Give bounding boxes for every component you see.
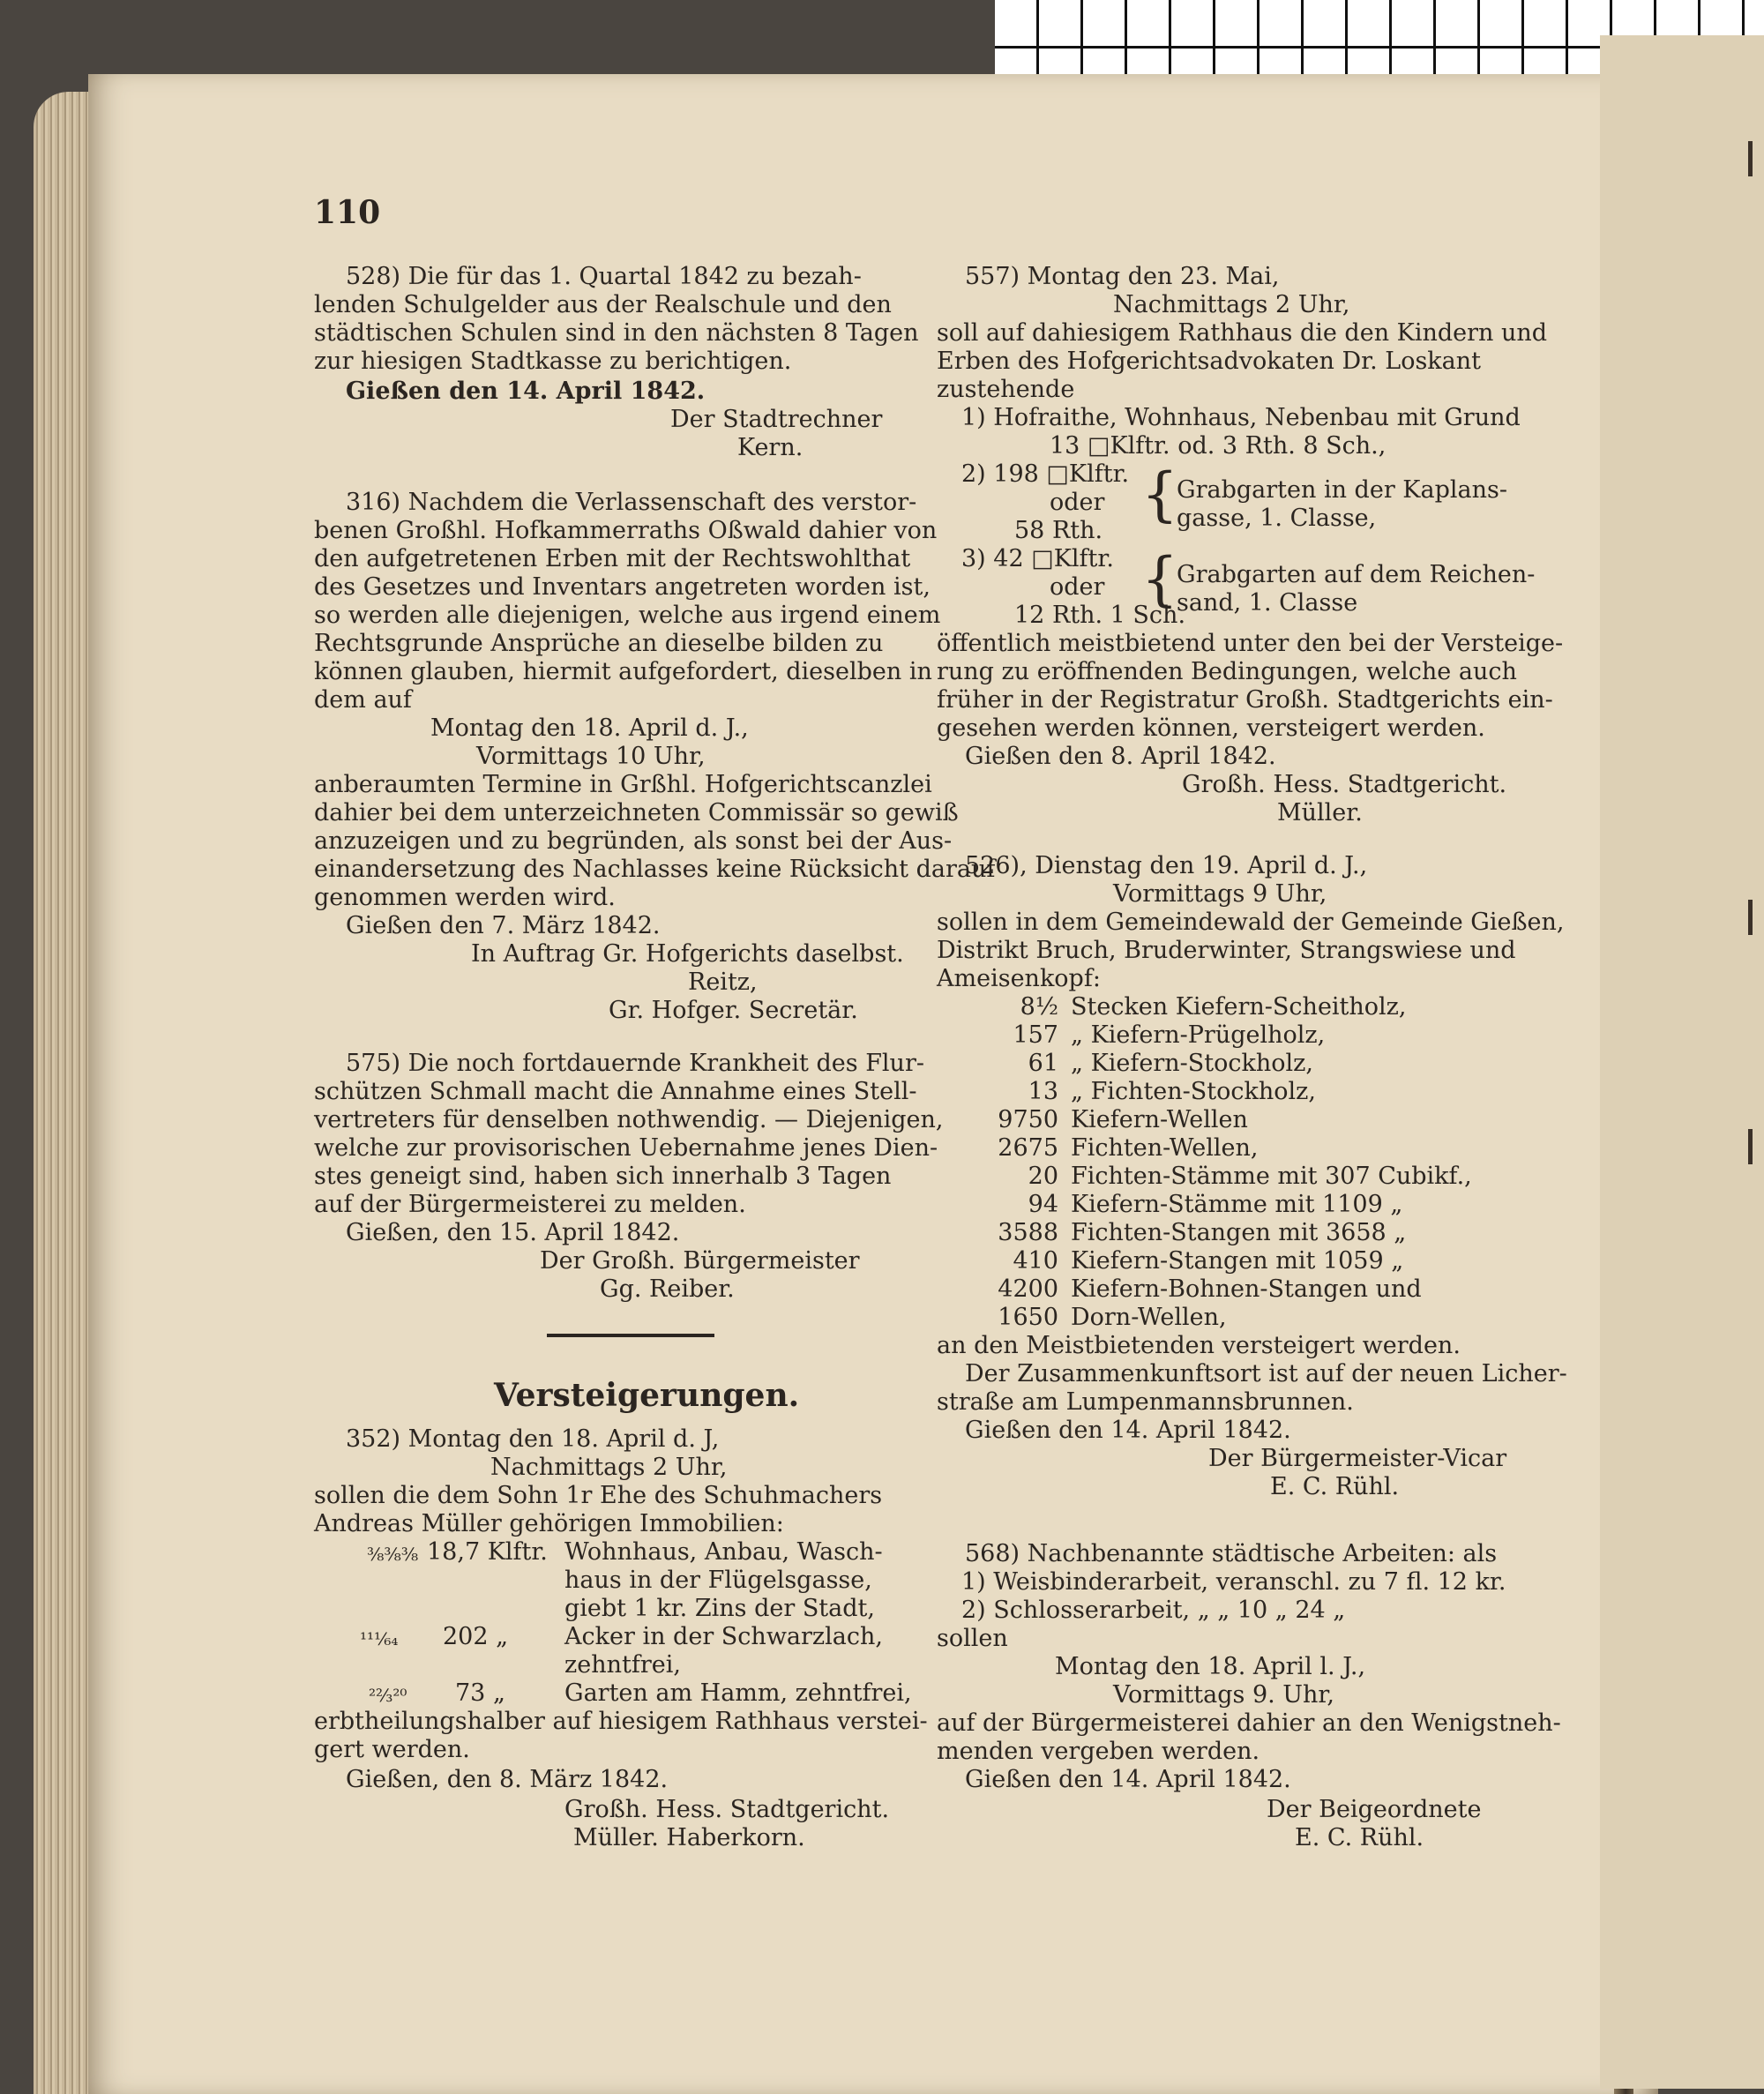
parcel-qty: 202 „	[443, 1623, 509, 1650]
notice-557-item2-left: oder	[1050, 489, 1105, 516]
wood-desc: Fichten-Stämme mit 307 Cubikf.,	[1071, 1163, 1472, 1190]
notice-568-signature: Der Beigeordnete	[1267, 1796, 1482, 1823]
notice-316-signature: Reitz,	[688, 968, 758, 996]
notice-352-line: erbtheilungshalber auf hiesigem Rathhaus verstei-	[314, 1708, 928, 1735]
notice-568-term: Vormittags 9. Uhr,	[1113, 1681, 1334, 1709]
parcel-ref: ²⅔²⁰	[369, 1685, 407, 1706]
notice-557-item3-left: oder	[1050, 573, 1105, 601]
wood-desc: Kiefern-Stämme mit 1109 „	[1071, 1191, 1403, 1218]
notice-526-signature: Der Bürgermeister-Vicar	[1208, 1445, 1507, 1472]
notice-526-head: Vormittags 9 Uhr,	[1113, 880, 1327, 908]
wood-qty: 4200	[998, 1275, 1058, 1303]
wood-qty: 94	[1028, 1191, 1058, 1218]
wood-qty: 1650	[998, 1304, 1058, 1331]
wood-qty: 13	[1028, 1078, 1058, 1105]
notice-557-line: gesehen werden können, versteigert werden.	[937, 714, 1485, 742]
notice-575-signature: Gg. Reiber.	[600, 1275, 735, 1303]
notice-526-line: Der Zusammenkunftsort ist auf der neuen Licher-	[965, 1360, 1567, 1387]
parcel-desc: Acker in der Schwarzlach,	[564, 1623, 883, 1650]
notice-557-item3-right: Grabgarten auf dem Reichen-	[1177, 561, 1536, 588]
notice-557-signature: Müller.	[1277, 799, 1363, 826]
notice-557-item3-left: 3) 42 □Klftr.	[961, 545, 1114, 572]
wood-qty: 9750	[998, 1106, 1058, 1133]
notice-528-line: 528) Die für das 1. Quartal 1842 zu bezah-	[346, 263, 862, 290]
notice-526-line: Distrikt Bruch, Bruderwinter, Strangswiese und	[937, 937, 1516, 964]
notice-557-item3-left: 12 Rth. 1 Sch.	[1014, 602, 1186, 629]
parcel-desc: zehntfrei,	[564, 1651, 681, 1679]
wood-desc: „ Kiefern-Stockholz,	[1071, 1050, 1313, 1077]
notice-575-line: welche zur provisorischen Uebernahme jenes Dien-	[314, 1134, 938, 1162]
notice-575-line: schützen Schmall macht die Annahme eines Stell-	[314, 1078, 917, 1105]
wood-desc: Dorn-Wellen,	[1071, 1304, 1227, 1331]
notice-526-signature: E. C. Rühl.	[1270, 1473, 1400, 1500]
brace: {	[1141, 460, 1178, 528]
notice-557-item: 13 □Klftr. od. 3 Rth. 8 Sch.,	[1050, 432, 1387, 460]
notice-316-line: genommen werden wird.	[314, 884, 616, 911]
notice-526-head: 526), Dienstag den 19. April d. J.,	[965, 852, 1368, 879]
notice-316-line: können glauben, hiermit aufgefordert, dieselben in	[314, 658, 932, 685]
notice-352-head: Nachmittags 2 Uhr,	[490, 1454, 728, 1481]
wood-desc: Kiefern-Wellen	[1071, 1106, 1248, 1133]
parcel-ref: ⅜⅜⅜	[367, 1544, 419, 1565]
notice-528-line: zur hiesigen Stadtkasse zu berichtigen.	[314, 348, 792, 375]
wood-desc: Kiefern-Bohnen-Stangen und	[1071, 1275, 1422, 1303]
notice-316-line: anzuzeigen und zu begründen, als sonst bei der Aus-	[314, 827, 953, 855]
notice-526-line: an den Meistbietenden versteigert werden.	[937, 1332, 1461, 1359]
parcel-ref: ¹¹⅟₆₄	[360, 1628, 399, 1649]
notice-557-item3-right: sand, 1. Classe	[1177, 589, 1358, 617]
wood-desc: „ Fichten-Stockholz,	[1071, 1078, 1316, 1105]
notice-352-date: Gießen, den 8. März 1842.	[346, 1766, 669, 1793]
notice-568-date: Gießen den 14. April 1842.	[965, 1766, 1291, 1793]
wood-desc: Fichten-Wellen,	[1071, 1134, 1259, 1162]
wood-desc: Fichten-Stangen mit 3658 „	[1071, 1219, 1407, 1246]
notice-568-signature: E. C. Rühl.	[1295, 1824, 1424, 1851]
notice-316-line: anberaumten Termine in Grßhl. Hofgerichtscanzlei	[314, 771, 932, 798]
parcel-desc: giebt 1 kr. Zins der Stadt,	[564, 1595, 875, 1622]
section-divider	[547, 1334, 714, 1337]
parcel-qty: 73 „	[455, 1679, 505, 1707]
next-page-mark	[1748, 900, 1753, 935]
notice-575-line: auf der Bürgermeisterei zu melden.	[314, 1191, 746, 1218]
notice-568-line: 568) Nachbenannte städtische Arbeiten: als	[965, 1540, 1498, 1567]
notice-557-line: öffentlich meistbietend unter den bei der Versteige-	[937, 630, 1564, 657]
notice-316-line: des Gesetzes und Inventars angetreten worden ist,	[314, 573, 931, 601]
notice-557-item: 1) Hofraithe, Wohnhaus, Nebenbau mit Grund	[961, 404, 1521, 431]
notice-528-date: Gießen den 14. April 1842.	[346, 378, 706, 405]
notice-557-signature: Großh. Hess. Stadtgericht.	[1182, 771, 1507, 798]
notice-316-line: 316) Nachdem die Verlassenschaft des verstor-	[346, 489, 917, 516]
notice-528-line: städtischen Schulen sind in den nächsten 8 Tagen	[314, 319, 919, 347]
parcel-desc: Garten am Hamm, zehntfrei,	[564, 1679, 912, 1707]
notice-568-line: sollen	[937, 1625, 1008, 1652]
section-heading: Versteigerungen.	[494, 1377, 800, 1414]
notice-528-line: lenden Schulgelder aus der Realschule und den	[314, 291, 892, 318]
page-number: 110	[314, 194, 381, 231]
notice-316-line: einandersetzung des Nachlasses keine Rücksicht darauf	[314, 856, 996, 883]
notice-557-head: Nachmittags 2 Uhr,	[1113, 291, 1350, 318]
notice-352-line: gert werden.	[314, 1736, 470, 1763]
notice-557-head: 557) Montag den 23. Mai,	[965, 263, 1280, 290]
notice-568-line: menden vergeben werden.	[937, 1738, 1260, 1765]
notice-528-signature: Kern.	[737, 434, 804, 461]
parcel-desc: Wohnhaus, Anbau, Wasch-	[564, 1538, 883, 1566]
notice-316-line: so werden alle diejenigen, welche aus irgend einem	[314, 602, 941, 629]
notice-316-line: dem auf	[314, 686, 412, 714]
notice-568-line: 1) Weisbinderarbeit, veranschl. zu 7 fl. 12 kr.	[961, 1568, 1506, 1596]
notice-526-line: sollen in dem Gemeindewald der Gemeinde Gießen,	[937, 909, 1565, 936]
wood-desc: Stecken Kiefern-Scheitholz,	[1071, 993, 1407, 1021]
notice-575-signature: Der Großh. Bürgermeister	[540, 1247, 860, 1275]
notice-526-date: Gießen den 14. April 1842.	[965, 1417, 1291, 1444]
notice-557-item2-left: 2) 198 □Klftr.	[961, 460, 1130, 488]
notice-316-line: benen Großhl. Hofkammerraths Oßwald dahier von	[314, 517, 938, 544]
notice-528-signature: Der Stadtrechner	[670, 406, 883, 433]
wood-desc: Kiefern-Stangen mit 1059 „	[1071, 1247, 1404, 1275]
wood-qty: 8½	[1020, 993, 1058, 1021]
notice-316-term: Vormittags 10 Uhr,	[476, 743, 706, 770]
notice-568-line: auf der Bürgermeisterei dahier an den Wenigstneh-	[937, 1709, 1561, 1737]
notice-557-line: zustehende	[937, 376, 1075, 403]
notice-316-line: dahier bei dem unterzeichneten Commissär so gewiß	[314, 799, 959, 826]
wood-qty: 2675	[998, 1134, 1058, 1162]
notice-316-signature: In Auftrag Gr. Hofgerichts daselbst.	[471, 940, 904, 968]
notice-568-term: Montag den 18. April l. J.,	[1055, 1653, 1366, 1680]
notice-316-line: Rechtsgrunde Ansprüche an dieselbe bilden zu	[314, 630, 884, 657]
notice-557-line: soll auf dahiesigem Rathhaus die den Kindern und	[937, 319, 1548, 347]
brace: {	[1141, 545, 1178, 613]
notice-557-line: rung zu eröffnenden Bedingungen, welche auch	[937, 658, 1517, 685]
wood-desc: „ Kiefern-Prügelholz,	[1071, 1021, 1326, 1049]
notice-352-line: sollen die dem Sohn 1r Ehe des Schuhmachers	[314, 1482, 883, 1509]
notice-526-line: Ameisenkopf:	[937, 965, 1101, 992]
wood-qty: 410	[1013, 1247, 1058, 1275]
notice-557-line: Erben des Hofgerichtsadvokaten Dr. Loskant	[937, 348, 1482, 375]
next-page-mark	[1748, 141, 1753, 176]
notice-316-signature: Gr. Hofger. Secretär.	[609, 997, 858, 1024]
notice-557-item2-left: 58 Rth.	[1014, 517, 1103, 544]
notice-316-line: den aufgetretenen Erben mit der Rechtswohlthat	[314, 545, 911, 572]
notice-557-line: früher in der Registratur Großh. Stadtgerichts ein-	[937, 686, 1553, 714]
notice-575-line: 575) Die noch fortdauernde Krankheit des Flur-	[346, 1050, 924, 1077]
next-page	[1600, 35, 1764, 2089]
notice-526-line: straße am Lumpenmannsbrunnen.	[937, 1388, 1354, 1416]
notice-575-date: Gießen, den 15. April 1842.	[346, 1219, 680, 1246]
wood-qty: 157	[1013, 1021, 1058, 1049]
wood-qty: 3588	[998, 1219, 1058, 1246]
wood-qty: 20	[1028, 1163, 1058, 1190]
notice-352-signature: Müller. Haberkorn.	[573, 1824, 805, 1851]
next-page-mark	[1748, 1129, 1753, 1164]
notice-316-date: Gießen den 7. März 1842.	[346, 912, 661, 939]
wood-qty: 61	[1028, 1050, 1058, 1077]
notice-575-line: vertreters für denselben nothwendig. — Diejenigen,	[314, 1106, 944, 1133]
notice-352-signature: Großh. Hess. Stadtgericht.	[564, 1796, 890, 1823]
notice-352-line: Andreas Müller gehörigen Immobilien:	[314, 1510, 784, 1537]
notice-568-line: 2) Schlosserarbeit, „ „ 10 „ 24 „	[961, 1597, 1346, 1624]
parcel-qty: 18,7 Klftr.	[427, 1538, 548, 1566]
notice-557-date: Gießen den 8. April 1842.	[965, 743, 1276, 770]
parcel-desc: haus in der Flügelsgasse,	[564, 1567, 872, 1594]
notice-575-line: stes geneigt sind, haben sich innerhalb 3 Tagen	[314, 1163, 892, 1190]
notice-557-item2-right: Grabgarten in der Kaplans-	[1177, 476, 1507, 504]
notice-352-head: 352) Montag den 18. April d. J,	[346, 1425, 720, 1453]
notice-557-item2-right: gasse, 1. Classe,	[1177, 505, 1377, 532]
notice-316-term: Montag den 18. April d. J.,	[430, 714, 749, 742]
